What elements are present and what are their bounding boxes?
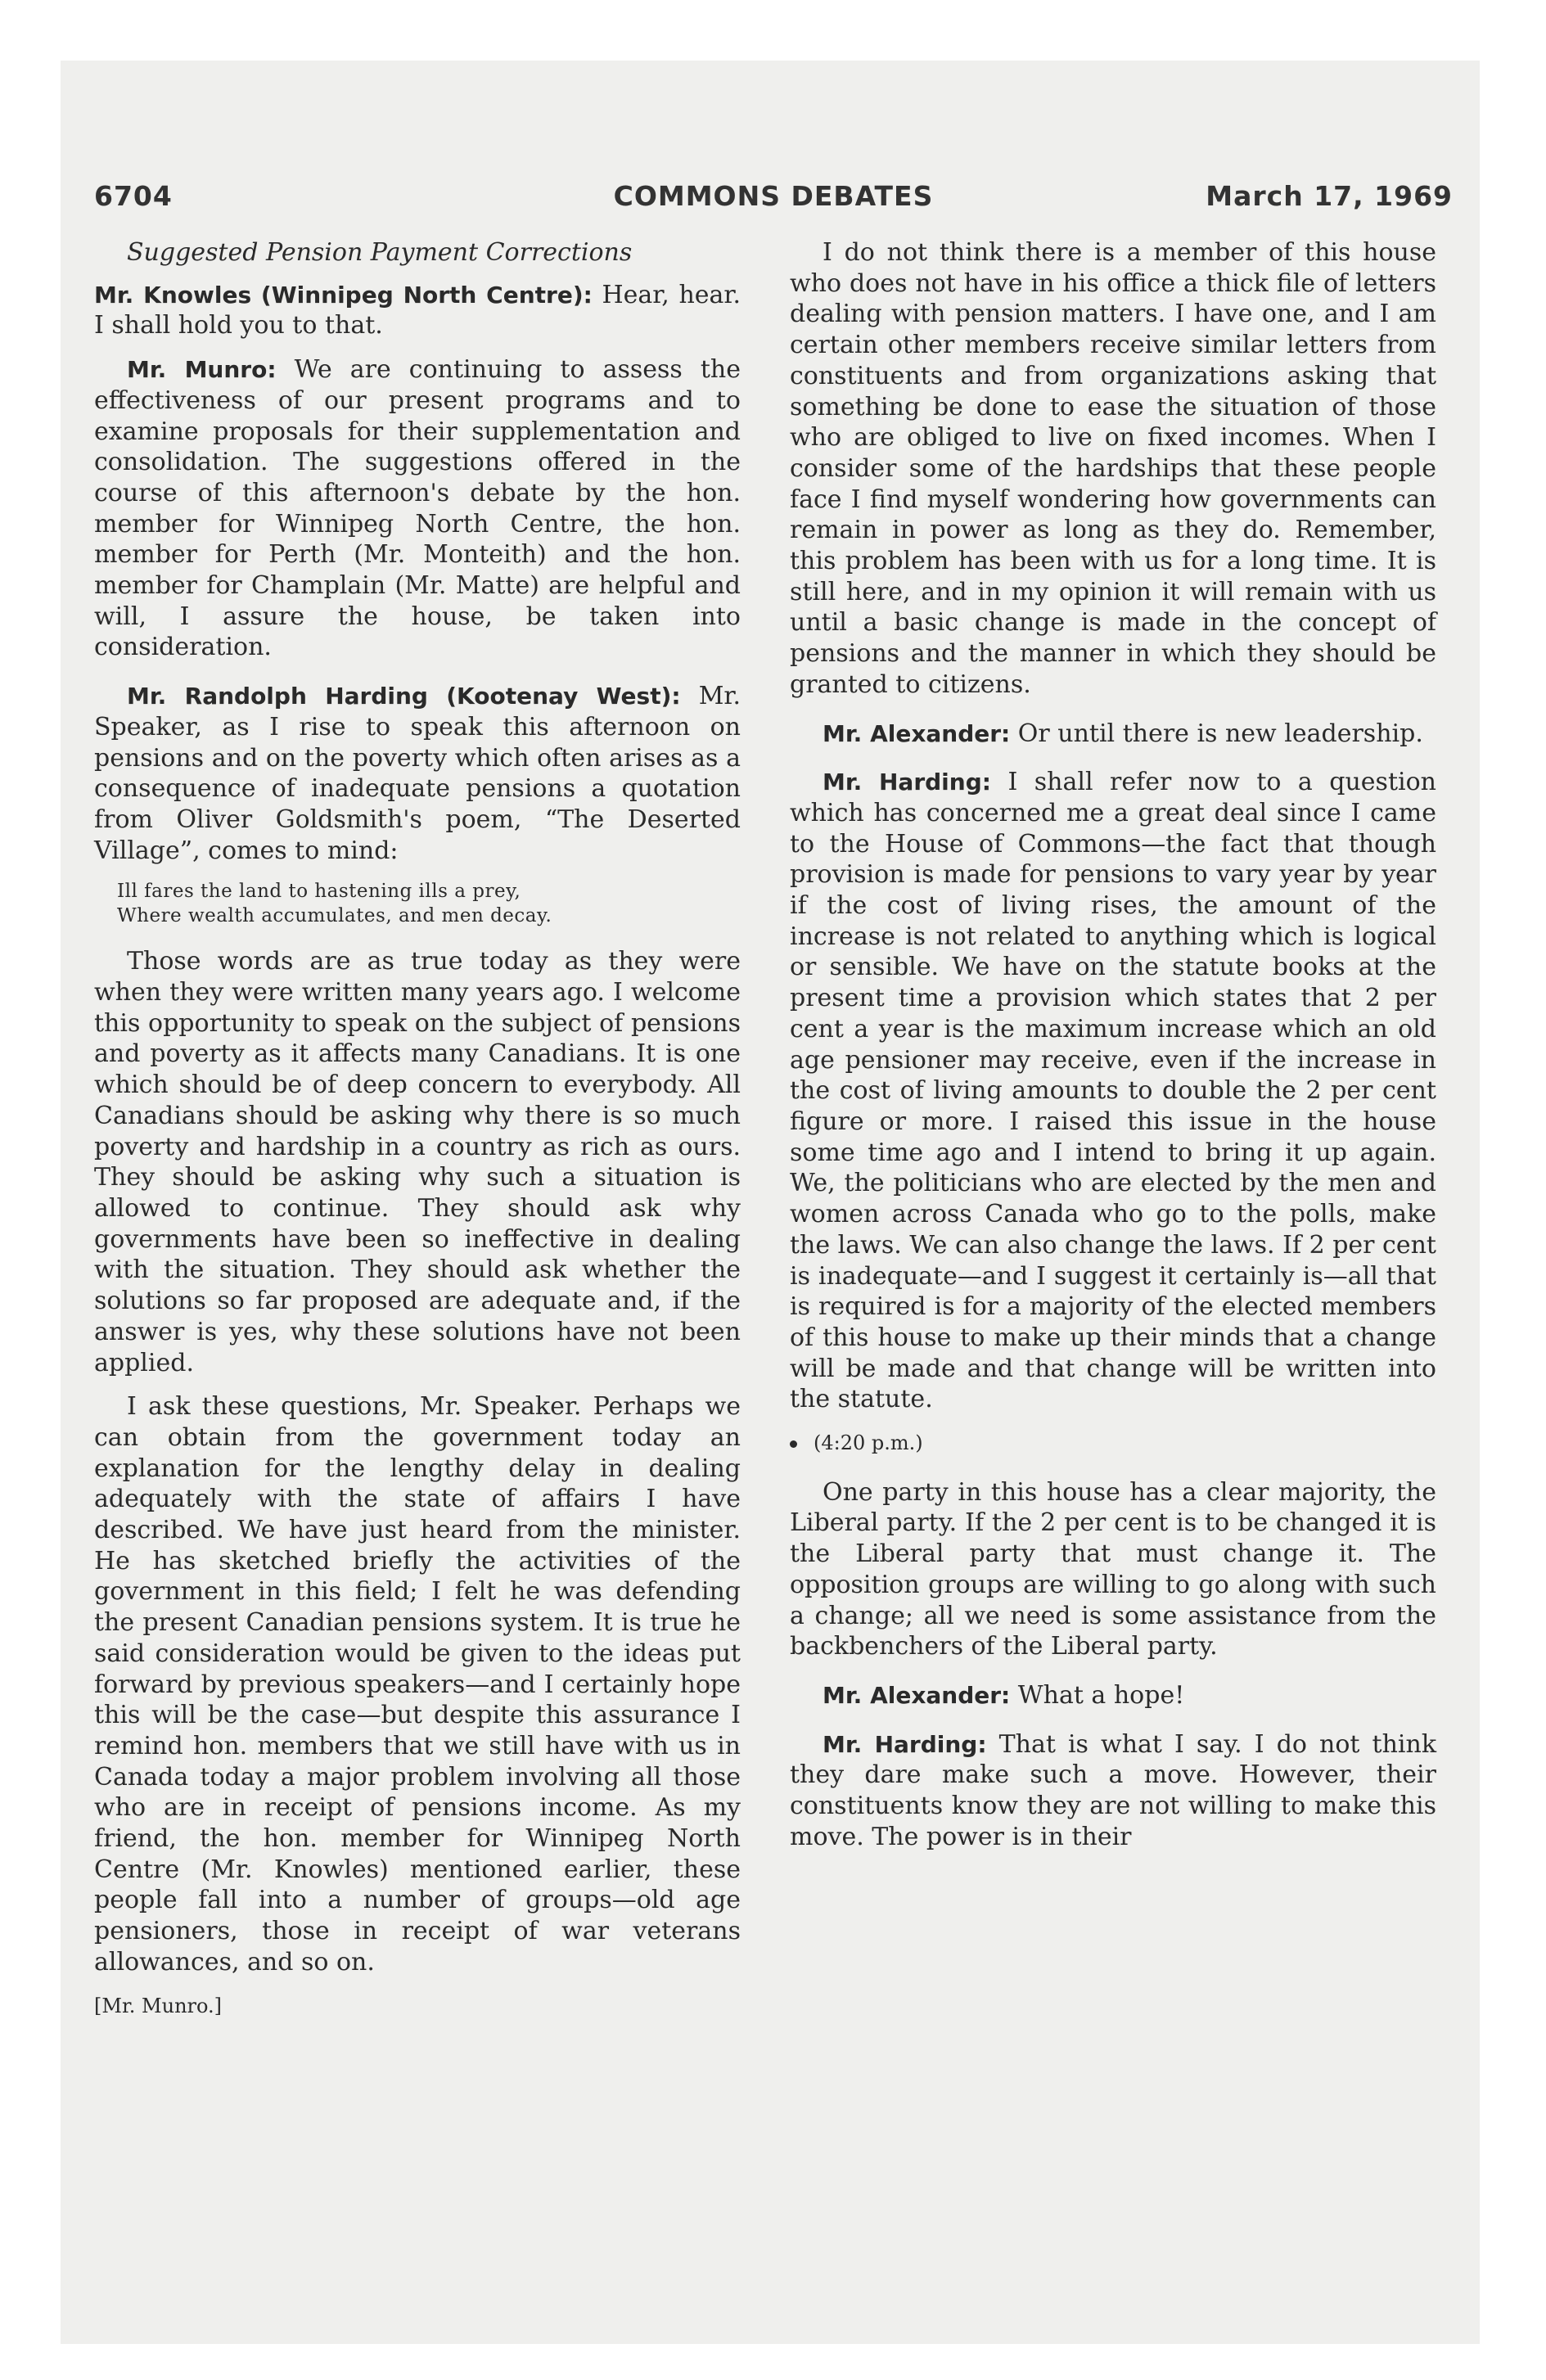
section-title: Suggested Pension Payment Corrections [127, 238, 633, 267]
paragraph: I do not think there is a member of this house who does not have in his office a thick file of letters dealing with pension matters. I have one, and I am certain other members receive similar letters from constituents and from organizations asking that something be done to ease the situation of those who are obliged to live on fixed incomes. When I consider some of the hardships that these people face I find myself wondering how governments can remain in power as long as they do. Remember, this problem has been with us for a long time. It is still here, and in my opinion it will remain with us until a basic change is made in the concept of pensions and the manner in which they should be granted to citizens. [790, 238, 1436, 699]
page [94, 170, 1453, 2282]
speech-text: That is what I say. I do not think they dare make such a move. However, their constituents know they are not willing to make this move. The power is in their [790, 1729, 1437, 1851]
paragraph-harding [790, 1729, 1436, 1853]
time-marker [790, 1428, 1436, 1459]
speech-text: Mr. Speaker, as I rise to speak this afternoon on pensions and on the poverty which often arises as a consequence of inadequate pensions a quotation from Oliver Goldsmith's poem, “The Deserted Village”, comes to mind: [94, 682, 741, 865]
speech-text: Hear, hear. I shall hold you to that. [94, 280, 741, 340]
speech-text: Or until there is new leadership. [1017, 719, 1423, 748]
speaker-name: Mr. Harding: [823, 769, 991, 796]
speaker-name: Mr. Harding: [823, 1730, 987, 1758]
page-title: COMMONS DEBATES [613, 180, 934, 212]
speech-text: We are continuing to assess the effectiveness of our present programs and to examine proposals for their supplementation and consolidation. The suggestions offered in the course of this afternoon's debate by the hon. member for Winnipeg North Centre, the hon. member for Perth (Mr. Monteith) and the hon. member for Champlain (Mr. Matte) are helpful and will, I assure the house, be taken into consideration. [94, 355, 741, 662]
paragraph-harding [790, 767, 1436, 1415]
speaker-name: Mr. Knowles (Winnipeg North Centre): [94, 281, 593, 309]
speaker-name: Mr. Randolph Harding (Kootenay West): [127, 683, 681, 710]
poem-quotation [117, 879, 741, 928]
bullet-icon [790, 1440, 797, 1448]
right-column [790, 237, 1436, 1870]
speaker-name: Mr. Alexander: [823, 719, 1011, 747]
paragraph: One party in this house has a clear majority, the Liberal party. If the 2 per cent is to be changed it is the Liberal party that must change it. The opposition groups are willing to go along with such a change; all we need is some assistance from the backbenchers of the Liberal party. [790, 1477, 1436, 1661]
paragraph: Those words are as true today as they were when they were written many years ago. I welcome this opportunity to speak on the subject of pensions and poverty as it affects many Canadians. It is one which should be of deep concern to everybody. All Canadians should be asking why there is so much poverty and hardship in a country as rich as ours. They should be asking why such a situation is allowed to continue. They should ask why governments have been so ineffective in dealing with the situation. They should ask whether the solutions so far proposed are adequate and, if the answer is yes, why these solutions have not been applied. [94, 947, 741, 1377]
speech-text: What a hope! [1017, 1680, 1185, 1710]
speaker-name: Mr. Munro: [127, 356, 277, 384]
paragraph-munro [94, 354, 741, 663]
page-number: 6704 [94, 180, 173, 212]
time-text: (4:20 p.m.) [814, 1431, 923, 1455]
page-header [94, 180, 1453, 219]
page-date: March 17, 1969 [1206, 180, 1453, 212]
paragraph-knowles [94, 280, 741, 341]
left-column [94, 237, 741, 2022]
quote-line: Ill fares the land to hastening ills a prey, [117, 881, 521, 903]
paragraph: I ask these questions, Mr. Speaker. Perhaps we can obtain from the government today an explanation for the lengthy delay in dealing adequately with the state of affairs I have described. We have just heard from the minister. He has sketched briefly the activities of the government in this field; I felt he was defending the present Canadian pensions system. It is true he said consideration would be given to the ideas put forward by previous speakers—and I certainly hope this will be the case—but despite this assurance I remind hon. members that we still have with us in Canada today a major problem involving all those who are in receipt of pensions income. As my friend, the hon. member for Winnipeg North Centre (Mr. Knowles) mentioned earlier, these people fall into a number of groups—old age pensioners, those in receipt of war veterans allowances, and so on. [94, 1392, 741, 1977]
quote-line: Where wealth accumulates, and men decay. [117, 905, 552, 927]
speaker-name: Mr. Alexander: [823, 1681, 1011, 1709]
paragraph-alexander [790, 719, 1436, 750]
paragraph-alexander [790, 1680, 1436, 1711]
speech-text: I shall refer now to a question which has concerned me a great deal since I came to the House of Commons—the fact that though provision is made for pensions to vary year by year if the cost of living rises, the amount of the increase is not related to anything which is logical or sensible. We have on the statute books at the present time a provision which states that 2 per cent a year is the maximum increase which an old age pensioner may receive, even if the increase in the cost of living amounts to double the 2 per cent figure or more. I raised this issue in the house some time ago and I intend to bring it up again. We, the politicians who are elected by the men and women across Canada who go to the polls, make the laws. We can also change the laws. If 2 per cent is inadequate—and I suggest it certainly is—all that is required is for a majority of the elected members of this house to make up their minds that a change will be made and that change will be written into the statute. [790, 768, 1436, 1414]
paragraph-harding [94, 681, 741, 866]
page-footer-speaker: [Mr. Munro.] [94, 1994, 223, 2017]
